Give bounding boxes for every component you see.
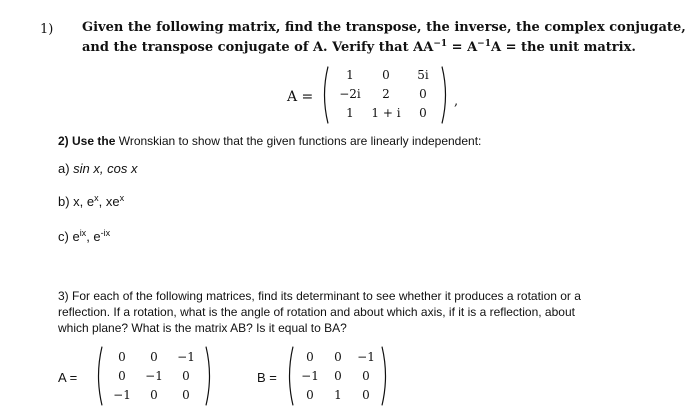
problem-2-part-c xyxy=(58,229,110,244)
matrix-a-label: A = xyxy=(287,89,314,105)
problem-3-line-3: which plane? What is the matrix AB? Is it equal to BA? xyxy=(58,321,347,335)
part-b-func-1: x, e xyxy=(73,194,95,209)
matrix-cell: 0 xyxy=(419,106,427,120)
matrix-cell: −2i xyxy=(339,87,361,101)
matrix-cell: 1 xyxy=(346,106,354,120)
part-a-functions: sin x, cos x xyxy=(73,161,138,176)
problem-2-part-b xyxy=(58,194,124,209)
matrix-cell: 0 xyxy=(419,87,427,101)
problem-1-line-2 xyxy=(82,40,636,55)
problem-2-heading-bold: Use the xyxy=(72,134,116,148)
matrix-cell: 0 xyxy=(150,388,158,402)
matrix-cell: 5i xyxy=(417,68,429,82)
matrix-cell: 2 xyxy=(382,87,390,101)
part-b-exponent-2: x xyxy=(119,193,125,203)
problem-2-heading-text: Wronskian to show that the given functions are linearly independent: xyxy=(115,134,482,148)
problem-2-part-a xyxy=(58,161,137,176)
problem-2-number: 2) xyxy=(58,134,69,148)
problem-1-line-2-part-a: and the transpose conjugate of A. Verify that AA xyxy=(82,40,434,55)
matrix-cell: 0 xyxy=(150,350,158,364)
matrix-cell: 1 xyxy=(334,388,342,402)
matrix-cell: 1 xyxy=(346,68,354,82)
part-a-prefix: a) xyxy=(58,161,74,176)
matrix-cell: 0 xyxy=(182,369,190,383)
inverse-superscript: −1 xyxy=(433,39,448,49)
matrix-cell: 0 xyxy=(382,68,390,82)
part-c-exponent-1: ix xyxy=(79,228,87,238)
matrix-cell: 0 xyxy=(334,369,342,383)
inverse-superscript: −1 xyxy=(477,39,491,49)
matrix-cell: −1 xyxy=(357,350,375,364)
matrix-cell: 0 xyxy=(182,388,190,402)
matrix-cell: 0 xyxy=(118,369,126,383)
matrix-cell: 0 xyxy=(334,350,342,364)
problem-1-number: 1) xyxy=(40,22,54,37)
left-paren xyxy=(320,66,330,124)
part-b-func-2: , xe xyxy=(98,194,120,209)
part-b-exponent-1: x xyxy=(94,193,99,203)
matrix-a-label-p3: A = xyxy=(58,370,78,385)
matrix-cell: 1 + i xyxy=(371,106,401,120)
problem-3-line-1: 3) For each of the following matrices, find its determinant to see whether it produces a rotation or a xyxy=(58,289,581,303)
problem-3-line-2: reflection. If a rotation, what is the angle of rotation and about which axis, if it is a reflection, about xyxy=(58,305,575,319)
matrix-cell: −1 xyxy=(177,350,195,364)
matrix-comma: , xyxy=(454,94,459,109)
matrix-a-p3 xyxy=(94,346,214,406)
problem-2-heading xyxy=(58,134,481,148)
problem-1-line-2-part-b: = A xyxy=(447,40,478,55)
part-c-exponent-2: -ix xyxy=(100,228,111,238)
matrix-cell: 0 xyxy=(118,350,126,364)
part-c-func-1: e xyxy=(72,229,80,244)
part-b-prefix: b) xyxy=(58,194,74,209)
part-c-func-2: , e xyxy=(86,229,101,244)
right-paren xyxy=(204,346,214,406)
matrix-cell: −1 xyxy=(113,388,131,402)
matrix-cell: −1 xyxy=(145,369,163,383)
matrix-cell: −1 xyxy=(301,369,319,383)
left-paren xyxy=(94,346,104,406)
matrix-b-label: B = xyxy=(257,370,277,385)
problem-1-line-1: Given the following matrix, find the transpose, the inverse, the complex conjugate, xyxy=(82,20,686,35)
matrix-a xyxy=(320,66,450,124)
left-paren xyxy=(285,346,295,406)
matrix-cell: 0 xyxy=(306,350,314,364)
right-paren xyxy=(440,66,450,124)
right-paren xyxy=(380,346,390,406)
matrix-cell: 0 xyxy=(362,388,370,402)
matrix-cell: 0 xyxy=(362,369,370,383)
matrix-b xyxy=(285,346,390,406)
matrix-cell: 0 xyxy=(306,388,314,402)
part-c-prefix: c) xyxy=(58,229,73,244)
problem-1-line-2-part-c: A = the unit matrix. xyxy=(490,40,636,55)
